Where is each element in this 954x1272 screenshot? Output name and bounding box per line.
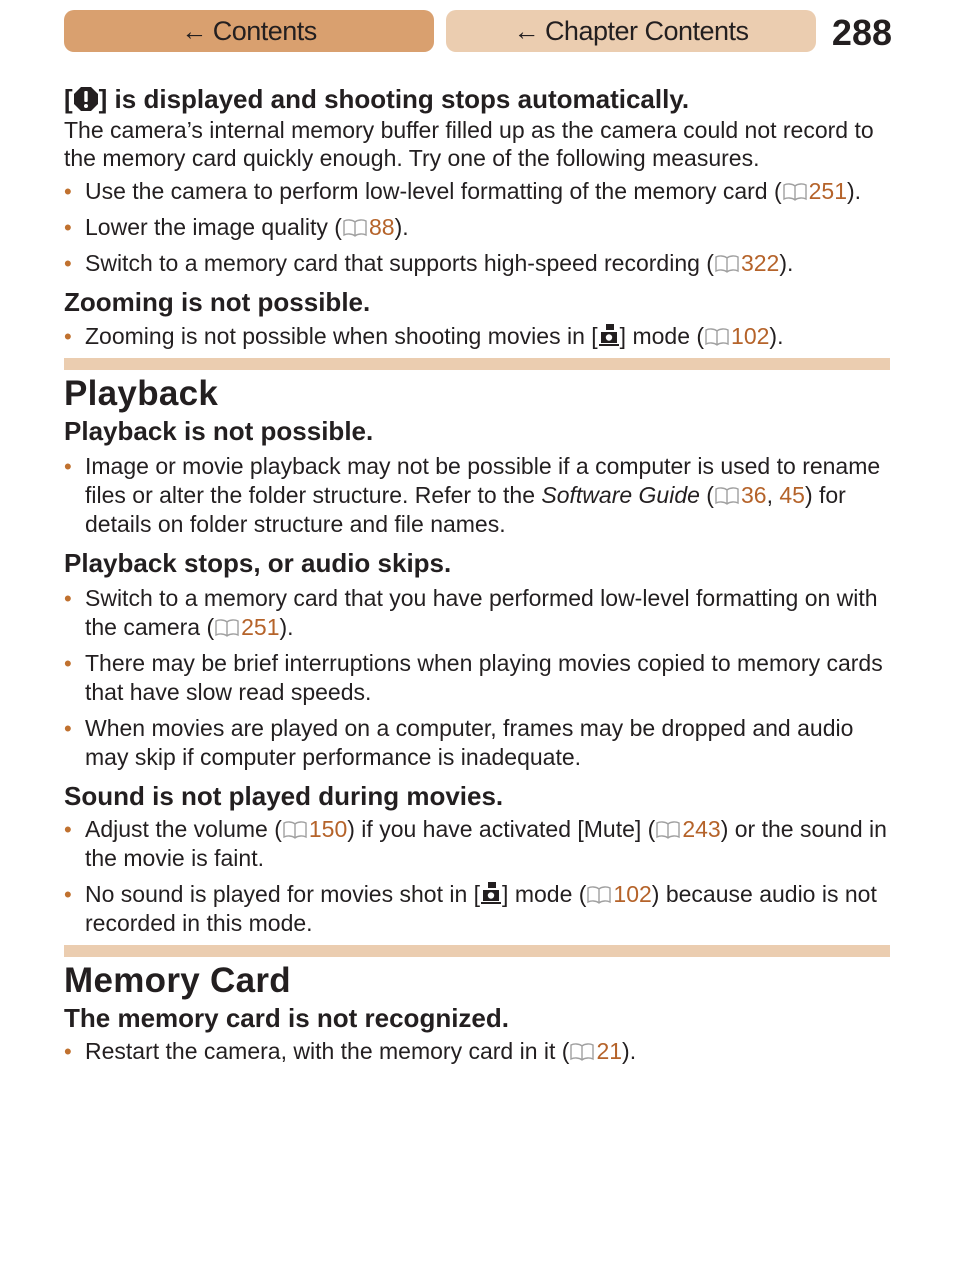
- section-divider: [64, 945, 890, 957]
- item-text-end: ).: [279, 614, 294, 640]
- bullet-icon: •: [64, 817, 72, 842]
- item-text: Restart the camera, with the memory card in it (: [85, 1038, 570, 1064]
- list-item: [64, 649, 890, 707]
- ref-number: 251: [241, 614, 280, 640]
- item-text-mid: ) if you have activated [Mute] (: [347, 816, 656, 842]
- bullet-icon: •: [64, 324, 72, 349]
- list-item: [64, 213, 890, 242]
- item-text-end: ).: [769, 323, 784, 349]
- item-text: Lower the image quality (: [85, 214, 342, 240]
- item-text-mid: ] mode (: [502, 881, 587, 907]
- memory-card-list: [64, 1037, 890, 1066]
- contents-button[interactable]: [64, 10, 434, 52]
- buffer-intro: The camera’s internal memory buffer filled up as the camera could not record to the memory card quickly enough. Try one of the following measures.: [64, 117, 874, 171]
- buffer-list: [64, 177, 890, 278]
- book-icon: [214, 618, 240, 637]
- ref-number: 21: [596, 1038, 623, 1064]
- item-text: Image or movie playback may not be possible if a computer is used to rename files or alter the folder structure. Refer to the: [85, 453, 881, 508]
- playback-not-possible-heading: Playback is not possible.: [64, 416, 374, 446]
- warning-icon: [73, 86, 99, 112]
- book-icon: [655, 820, 681, 839]
- book-icon: [342, 218, 368, 237]
- page-ref-link[interactable]: [704, 323, 769, 349]
- ref-separator: ,: [766, 482, 780, 508]
- bullet-icon: •: [64, 716, 72, 741]
- playback-title: Playback: [64, 374, 219, 413]
- item-text: Adjust the volume (: [85, 816, 282, 842]
- book-icon: [282, 820, 308, 839]
- bullet-icon: •: [64, 215, 72, 240]
- page-ref-link[interactable]: 45: [779, 482, 805, 508]
- page-ref-link[interactable]: [714, 250, 779, 276]
- section-divider: [64, 358, 890, 370]
- item-text-end: ).: [394, 214, 409, 240]
- ref-number: 322: [740, 250, 780, 276]
- list-item: [64, 584, 890, 642]
- page-ref-link[interactable]: [569, 1038, 622, 1064]
- list-item: [64, 815, 890, 873]
- ref-number: 102: [613, 881, 652, 907]
- page-ref-link[interactable]: [586, 881, 651, 907]
- item-text-end: ) because audio is not recorded in this mode.: [85, 881, 877, 936]
- item-text-end: ).: [622, 1038, 637, 1064]
- book-icon: [586, 885, 612, 904]
- back-arrow-icon: ←: [181, 15, 207, 46]
- list-item: [64, 452, 890, 539]
- list-item: [64, 880, 890, 938]
- item-text-end: ) or the sound in the movie is faint.: [85, 816, 887, 871]
- sound-list: [64, 815, 890, 938]
- page-ref-link[interactable]: [655, 816, 720, 842]
- back-arrow-icon: ←: [513, 15, 539, 46]
- item-text: There may be brief interruptions when playing movies copied to memory cards that have slow read speeds.: [85, 650, 883, 705]
- bullet-icon: •: [64, 586, 72, 611]
- item-text-end: ).: [779, 250, 794, 276]
- bullet-icon: •: [64, 651, 72, 676]
- item-text: Use the camera to perform low-level formatting of the memory card (: [85, 178, 782, 204]
- item-text-end: ).: [847, 178, 862, 204]
- chapter-contents-button[interactable]: [446, 10, 816, 52]
- page-ref-link[interactable]: [782, 178, 847, 204]
- memory-card-heading: The memory card is not recognized.: [64, 1003, 509, 1033]
- page-ref-link[interactable]: [214, 614, 279, 640]
- list-item: [64, 1037, 890, 1066]
- zoom-list: [64, 322, 890, 351]
- book-icon: [569, 1042, 595, 1061]
- page-content: [64, 80, 890, 1073]
- buffer-heading: [64, 82, 890, 116]
- ref-number: 36: [740, 482, 767, 508]
- bullet-icon: •: [64, 882, 72, 907]
- book-icon: [704, 327, 730, 346]
- bullet-icon: •: [64, 454, 72, 479]
- ref-number: 102: [731, 323, 770, 349]
- ref-number: 243: [682, 816, 721, 842]
- item-text: Switch to a memory card that supports high-speed recording (: [85, 250, 714, 276]
- list-item: [64, 249, 890, 278]
- item-text: Zooming is not possible when shooting movies in [: [85, 323, 598, 349]
- list-item: [64, 322, 890, 351]
- item-text: When movies are played on a computer, frames may be dropped and audio may skip if computer performance is inadequate.: [85, 715, 854, 770]
- book-icon: [782, 182, 808, 201]
- item-text-end: ) for details on folder structure and file names.: [85, 482, 846, 537]
- playback-list-1: [64, 452, 890, 539]
- item-text-mid: ] mode (: [619, 323, 705, 349]
- playback-list-2: [64, 584, 890, 772]
- memory-card-title: Memory Card: [64, 961, 291, 1000]
- page-ref-link[interactable]: [282, 816, 347, 842]
- ref-number: 251: [808, 178, 848, 204]
- chapter-contents-label: Chapter Contents: [544, 15, 749, 46]
- ref-number: 150: [308, 816, 348, 842]
- bullet-icon: •: [64, 179, 72, 204]
- contents-label: Contents: [212, 15, 317, 46]
- page-ref-link[interactable]: [714, 482, 767, 508]
- playback-stops-heading: Playback stops, or audio skips.: [64, 548, 452, 578]
- bullet-icon: •: [64, 251, 72, 276]
- book-icon: [714, 254, 740, 273]
- movie-digest-mode-icon: [480, 881, 502, 905]
- list-item: [64, 177, 890, 206]
- bullet-icon: •: [64, 1039, 72, 1064]
- book-icon: [714, 486, 740, 505]
- page-ref-link[interactable]: [342, 214, 395, 240]
- heading-text: ] is displayed and shooting stops automatically.: [98, 84, 690, 114]
- zoom-heading: Zooming is not possible.: [64, 287, 371, 317]
- page-number: 288: [831, 12, 892, 53]
- item-text: No sound is played for movies shot in [: [85, 881, 481, 907]
- heading-bracket: [: [64, 84, 73, 114]
- list-item: [64, 714, 890, 772]
- ref-number: 88: [368, 214, 395, 240]
- software-guide-title: Software Guide: [541, 482, 700, 508]
- item-text: Switch to a memory card that you have performed low-level formatting on with the camera (: [85, 585, 878, 640]
- sound-heading: Sound is not played during movies.: [64, 781, 504, 811]
- item-text-paren: (: [699, 482, 714, 508]
- movie-digest-mode-icon: [598, 323, 620, 347]
